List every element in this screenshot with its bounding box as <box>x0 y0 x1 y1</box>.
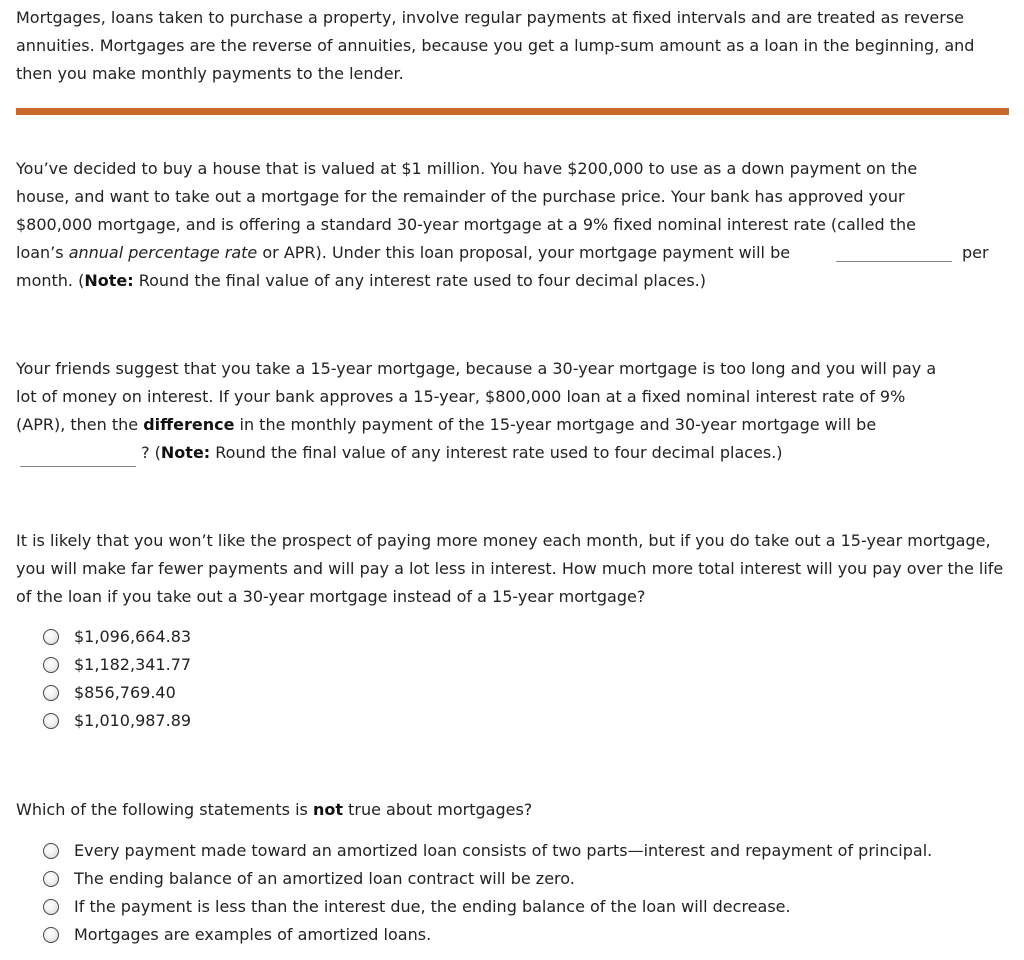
q2-note-text: Round the final value of any interest rate used to four decimal places.) <box>210 443 783 462</box>
q2-line-1: Your friends suggest that you take a 15-year mortgage, because a 30-year mortgage is too long and you will pay a <box>16 359 937 378</box>
q3-options <box>16 623 1012 735</box>
not-term: not <box>312 800 343 819</box>
radio-icon[interactable] <box>43 899 59 915</box>
q2-line-4 <box>16 439 1012 467</box>
difference-term: difference <box>143 415 235 434</box>
section-divider <box>16 108 1009 115</box>
q3-option-3[interactable] <box>16 679 1012 707</box>
q2-line-3 <box>16 411 1012 439</box>
radio-icon[interactable] <box>43 657 59 673</box>
q2-answer-blank[interactable] <box>20 448 136 467</box>
q4-text <box>16 796 1012 824</box>
q1-answer-blank[interactable] <box>836 243 952 262</box>
q3-option-2[interactable] <box>16 651 1012 679</box>
q1-note-text: Round the final value of any interest rate used to four decimal places.) <box>133 271 706 290</box>
question-4 <box>16 796 1012 949</box>
q4-option-2-label: The ending balance of an amortized loan contract will be zero. <box>74 869 575 888</box>
question-2 <box>16 355 1012 467</box>
q4-option-3-label: If the payment is less than the interest due, the ending balance of the loan will decrease. <box>74 897 791 916</box>
radio-icon[interactable] <box>43 871 59 887</box>
apr-term: annual percentage rate <box>68 243 258 262</box>
question-3 <box>16 527 1012 735</box>
q3-text: It is likely that you won’t like the prospect of paying more money each month, but if you do take out a 15-year mortgage, you will make far fewer payments and will pay a lot less in interest. How much more total interest will you pay over the life of the loan if you take out a 30-year mortgage instead of a 15-year mortgage? <box>16 531 1004 606</box>
q3-option-4[interactable] <box>16 707 1012 735</box>
q3-option-3-label: $856,769.40 <box>74 683 176 702</box>
q3-option-2-label: $1,182,341.77 <box>74 655 192 674</box>
radio-icon[interactable] <box>43 927 59 943</box>
q4-option-3[interactable] <box>16 893 1012 921</box>
q1-line-4 <box>16 239 1012 267</box>
q1-line-4-text <box>16 239 790 267</box>
q2-line-2: lot of money on interest. If your bank approves a 15-year, $800,000 loan at a fixed nominal interest rate of 9% <box>16 387 906 406</box>
q2-line-4-pre: ? ( <box>136 443 161 462</box>
q3-option-1-label: $1,096,664.83 <box>74 627 192 646</box>
q4-option-2[interactable] <box>16 865 1012 893</box>
q4-options <box>16 837 1012 949</box>
q1-line-5-pre: month. ( <box>16 271 85 290</box>
q4-option-4-label: Mortgages are examples of amortized loans. <box>74 925 432 944</box>
q1-line-2: house, and want to take out a mortgage for the remainder of the purchase price. Your bank has approved your <box>16 187 905 206</box>
q1-line-3: $800,000 mortgage, and is offering a standard 30-year mortgage at a 9% fixed nominal interest rate (called the <box>16 215 916 234</box>
q4-text-pre: Which of the following statements is <box>16 800 313 819</box>
radio-icon[interactable] <box>43 629 59 645</box>
q3-option-1[interactable] <box>16 623 1012 651</box>
q1-note-label: Note: <box>84 271 134 290</box>
q4-text-post: true about mortgages? <box>343 800 533 819</box>
intro-text: Mortgages, loans taken to purchase a property, involve regular payments at fixed intervals and are treated as reverse annuities. Mortgages are the reverse of annuities, because you get a lump-sum amount as a loan in the beginning, and then you make monthly payments to the lender. <box>16 8 975 83</box>
q1-line-4-pre: loan’s <box>16 243 69 262</box>
radio-icon[interactable] <box>43 843 59 859</box>
q1-line-4-post: or APR). Under this loan proposal, your mortgage payment will be <box>257 243 791 262</box>
radio-icon[interactable] <box>43 713 59 729</box>
q3-option-4-label: $1,010,987.89 <box>74 711 192 730</box>
question-1 <box>16 155 1012 295</box>
q1-line-5 <box>16 267 1012 295</box>
q2-line-3-post: in the monthly payment of the 15-year mortgage and 30-year mortgage will be <box>234 415 877 434</box>
q1-line-1: You’ve decided to buy a house that is valued at $1 million. You have $200,000 to use as a down payment on the <box>16 159 918 178</box>
q2-note-label: Note: <box>160 443 211 462</box>
q4-option-1-label: Every payment made toward an amortized loan consists of two parts—interest and repayment of principal. <box>74 841 933 860</box>
q2-line-3-pre: (APR), then the <box>16 415 144 434</box>
q1-per: per <box>962 243 989 262</box>
radio-icon[interactable] <box>43 685 59 701</box>
intro-block <box>16 4 1012 88</box>
q4-option-1[interactable] <box>16 837 1012 865</box>
q4-option-4[interactable] <box>16 921 1012 949</box>
